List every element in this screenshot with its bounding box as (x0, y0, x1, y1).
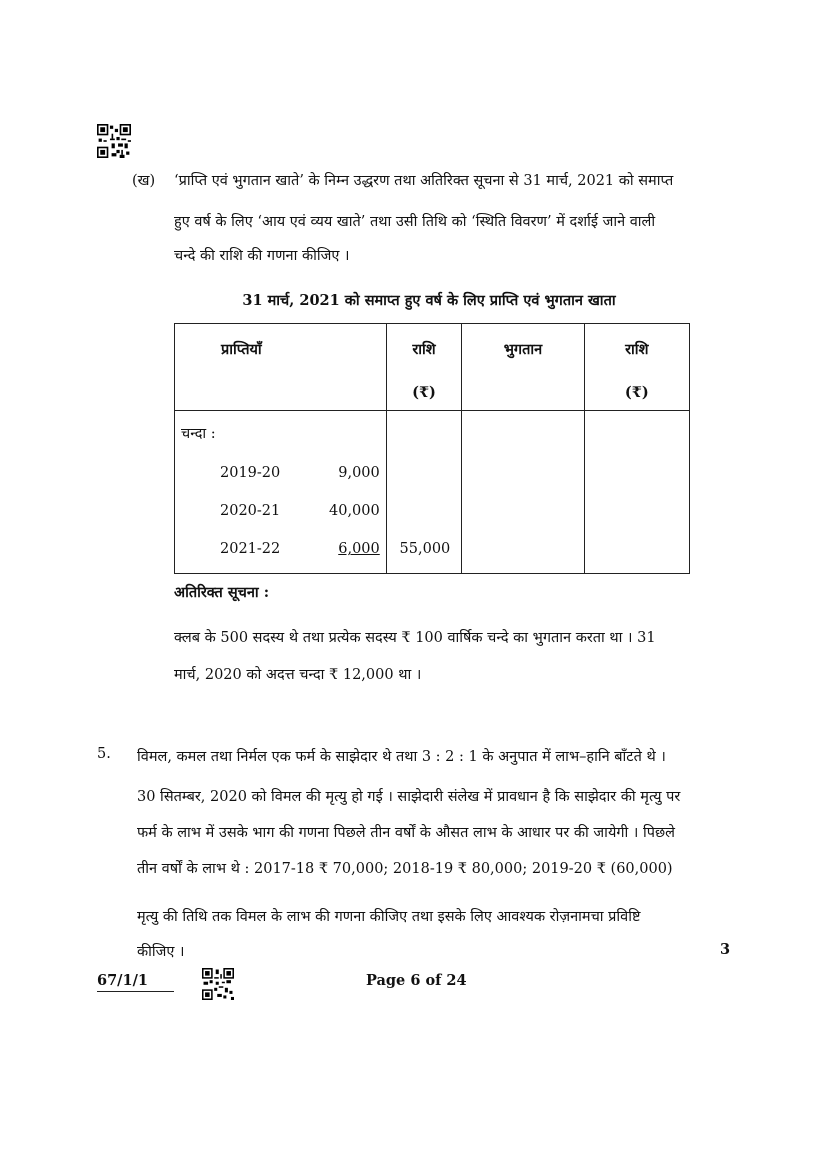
header-receipts-cell (175, 324, 387, 411)
row-value: 9,000 (338, 465, 380, 481)
question-line-3: फर्म के लाभ में उसके भाग की गणना पिछले तीन वर्षों के औसत लाभ के आधार पर की जायेगी । पिछले (137, 825, 675, 841)
question-task-line-2: कीजिए । (137, 944, 185, 960)
amount-cell (386, 411, 462, 574)
row-year: 2021-22 (220, 541, 281, 557)
header-amount-cell (386, 324, 462, 411)
receipts-payments-table (174, 323, 690, 574)
receipts-cell (175, 411, 387, 574)
header-amount2-cell (584, 324, 689, 411)
question-marks: 3 (720, 941, 731, 958)
header-payments-cell (462, 324, 584, 411)
payments-cell (462, 411, 584, 574)
part-marker: (ख) (132, 173, 156, 189)
header-currency-2: (₹) (624, 384, 649, 401)
question-line-1: विमल, कमल तथा निर्मल एक फर्म के साझेदार थे तथा 3 : 2 : 1 के अनुपात में लाभ–हानि बाँटते थे । (137, 749, 666, 765)
amount2-cell (584, 411, 689, 574)
paper-code-underline (97, 991, 174, 992)
account-title: 31 मार्च, 2021 को समाप्त हुए वर्ष के लिए प्राप्ति एवं भुगतान खाता (242, 292, 616, 309)
header-currency: (₹) (412, 384, 436, 401)
header-amount-2: राशि (625, 341, 649, 358)
row-value: 40,000 (329, 503, 380, 519)
subscription-label: चन्दा : (181, 426, 216, 442)
row-year: 2019-20 (220, 465, 281, 481)
row-value: 6,000 (338, 541, 380, 557)
row-year: 2020-21 (220, 503, 281, 519)
question-line-2: 30 सितम्बर, 2020 को विमल की मृत्यु हो गई । साझेदारी संलेख में प्रावधान है कि साझेदार की मृत्यु पर (137, 789, 681, 805)
question-line-4: तीन वर्षों के लाभ थे : 2017-18 ₹ 70,000; 2018-19 ₹ 80,000; 2019-20 ₹ (60,000) (137, 861, 673, 877)
header-amount: राशि (412, 341, 436, 358)
qr-code-icon (97, 124, 131, 158)
header-payments: भुगतान (503, 341, 543, 358)
receipts-total: 55,000 (399, 541, 451, 557)
additional-info-title: अतिरिक्त सूचना : (174, 584, 270, 601)
question-task-line-1: मृत्यु की तिथि तक विमल के लाभ की गणना कीजिए तथा इसके लिए आवश्यक रोज़नामचा प्रविष्टि (137, 909, 641, 925)
additional-info-line-1: क्लब के 500 सदस्य थे तथा प्रत्येक सदस्य ₹ 100 वार्षिक चन्दे का भुगतान करता था । 31 (174, 630, 656, 646)
additional-info-line-2: मार्च, 2020 को अदत्त चन्दा ₹ 12,000 था । (174, 667, 422, 683)
header-receipts: प्राप्तियाँ (221, 341, 262, 358)
page-number: Page 6 of 24 (366, 972, 467, 989)
part-question-line-2: हुए वर्ष के लिए ‘आय एवं व्यय खाते’ तथा उसी तिथि को ‘स्थिति विवरण’ में दर्शाई जाने वाली (174, 214, 656, 230)
paper-code: 67/1/1 (97, 972, 148, 989)
question-number: 5. (97, 746, 111, 762)
qr-code-icon (202, 968, 234, 1000)
part-question-line-3: चन्दे की राशि की गणना कीजिए । (174, 248, 350, 264)
part-question-line-1: ‘प्राप्ति एवं भुगतान खाते’ के निम्न उद्धरण तथा अतिरिक्त सूचना से 31 मार्च, 2021 को समाप्त (174, 173, 674, 189)
